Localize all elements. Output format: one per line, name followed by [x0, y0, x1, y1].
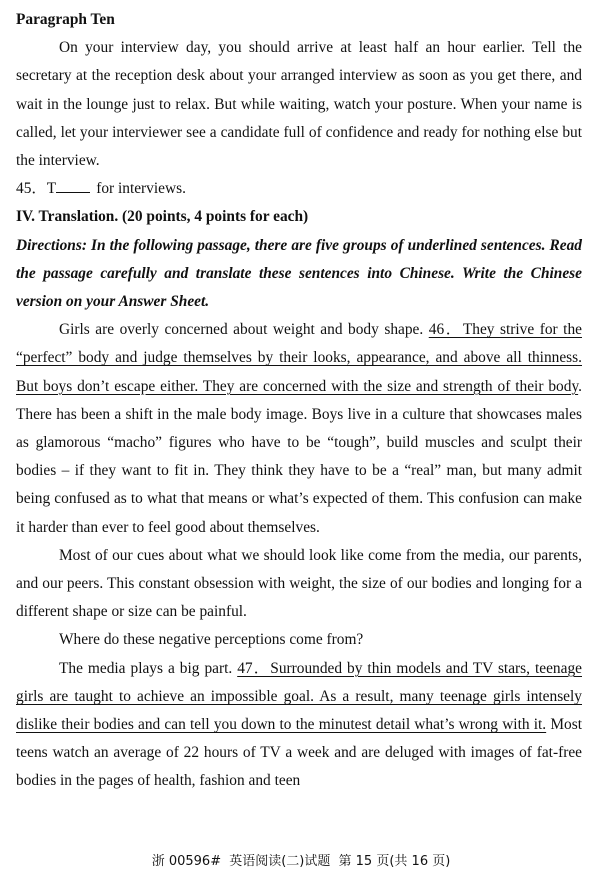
underlined-sentence-47: 47．Surrounded by thin models and TV stars, teenage girls are taught to achieve an impossible goal. As a result, many teenage girls intensely dislike their bodies and can tell you down to the minutest detail what’s wrong with it. — [16, 659, 582, 734]
passage-paragraph-2: Most of our cues about what we should look like come from the media, our parents, and our peers. This constant obsession with weight, the size of our bodies and longing for a different shape or size can be painful. — [16, 546, 582, 621]
footer-page-number: 第 15 页(共 16 页) — [338, 854, 451, 869]
section-iv-directions: Directions: In the following passage, there are five groups of underlined sentences. Read the passage carefully and translate these sentences into Chinese. Write the Chinese version on your Answer Sheet. — [16, 236, 582, 311]
section-iv-title: IV. Translation. (20 points, 4 points for each) — [16, 208, 309, 226]
paragraph-ten-body: On your interview day, you should arrive at least half an hour earlier. Tell the secretary at the reception desk about your arranged interview as soon as you get there, and wait in the lounge just to relax. But while waiting, watch your posture. When your name is called, let your interviewer see a candidate full of confidence and ready for nothing else but the interview. — [16, 39, 582, 170]
passage-paragraph-3: Where do these negative perceptions come from? — [59, 631, 364, 649]
question-45-number: 45．T — [16, 180, 57, 198]
answer-blank — [56, 178, 90, 193]
page-footer — [0, 853, 598, 871]
footer-subject: 英语阅读(二)试题 — [229, 854, 331, 869]
document-page — [16, 6, 582, 796]
passage-paragraph-4 — [16, 655, 582, 796]
paragraph-ten-title: Paragraph Ten — [16, 11, 115, 28]
passage-p4-rest: Most teens watch an average of 22 hours of TV a week and are deluged with images of fat-free bodies in the pages of health, fashion and teen — [16, 716, 582, 790]
passage-paragraph-1 — [16, 316, 582, 542]
footer-exam-code: 浙 00596# — [151, 854, 222, 869]
passage-p4-intro: The media plays a big part. — [59, 659, 238, 677]
passage-p1-intro: Girls are overly concerned about weight and body shape. — [59, 321, 429, 339]
passage-p1-rest: . There has been a shift in the male body image. Boys live in a culture that showcases males as glamorous “macho” figures who have to be “tough”, build muscles and sculpt their bodies – if they want to fit in. They think they have to be a “real” man, but many admit being confused as to what that means or what’s expected of them. This confusion can make it harder than ever to feel good about themselves. — [16, 377, 582, 536]
question-45-text: for interviews. — [96, 180, 186, 198]
underlined-sentence-46: 46．They strive for the “perfect” body and judge themselves by their looks, appearance, and above all thinness. But boys don’t escape either. They are concerned with the size and strength of their body — [16, 321, 582, 395]
question-45 — [16, 175, 582, 203]
